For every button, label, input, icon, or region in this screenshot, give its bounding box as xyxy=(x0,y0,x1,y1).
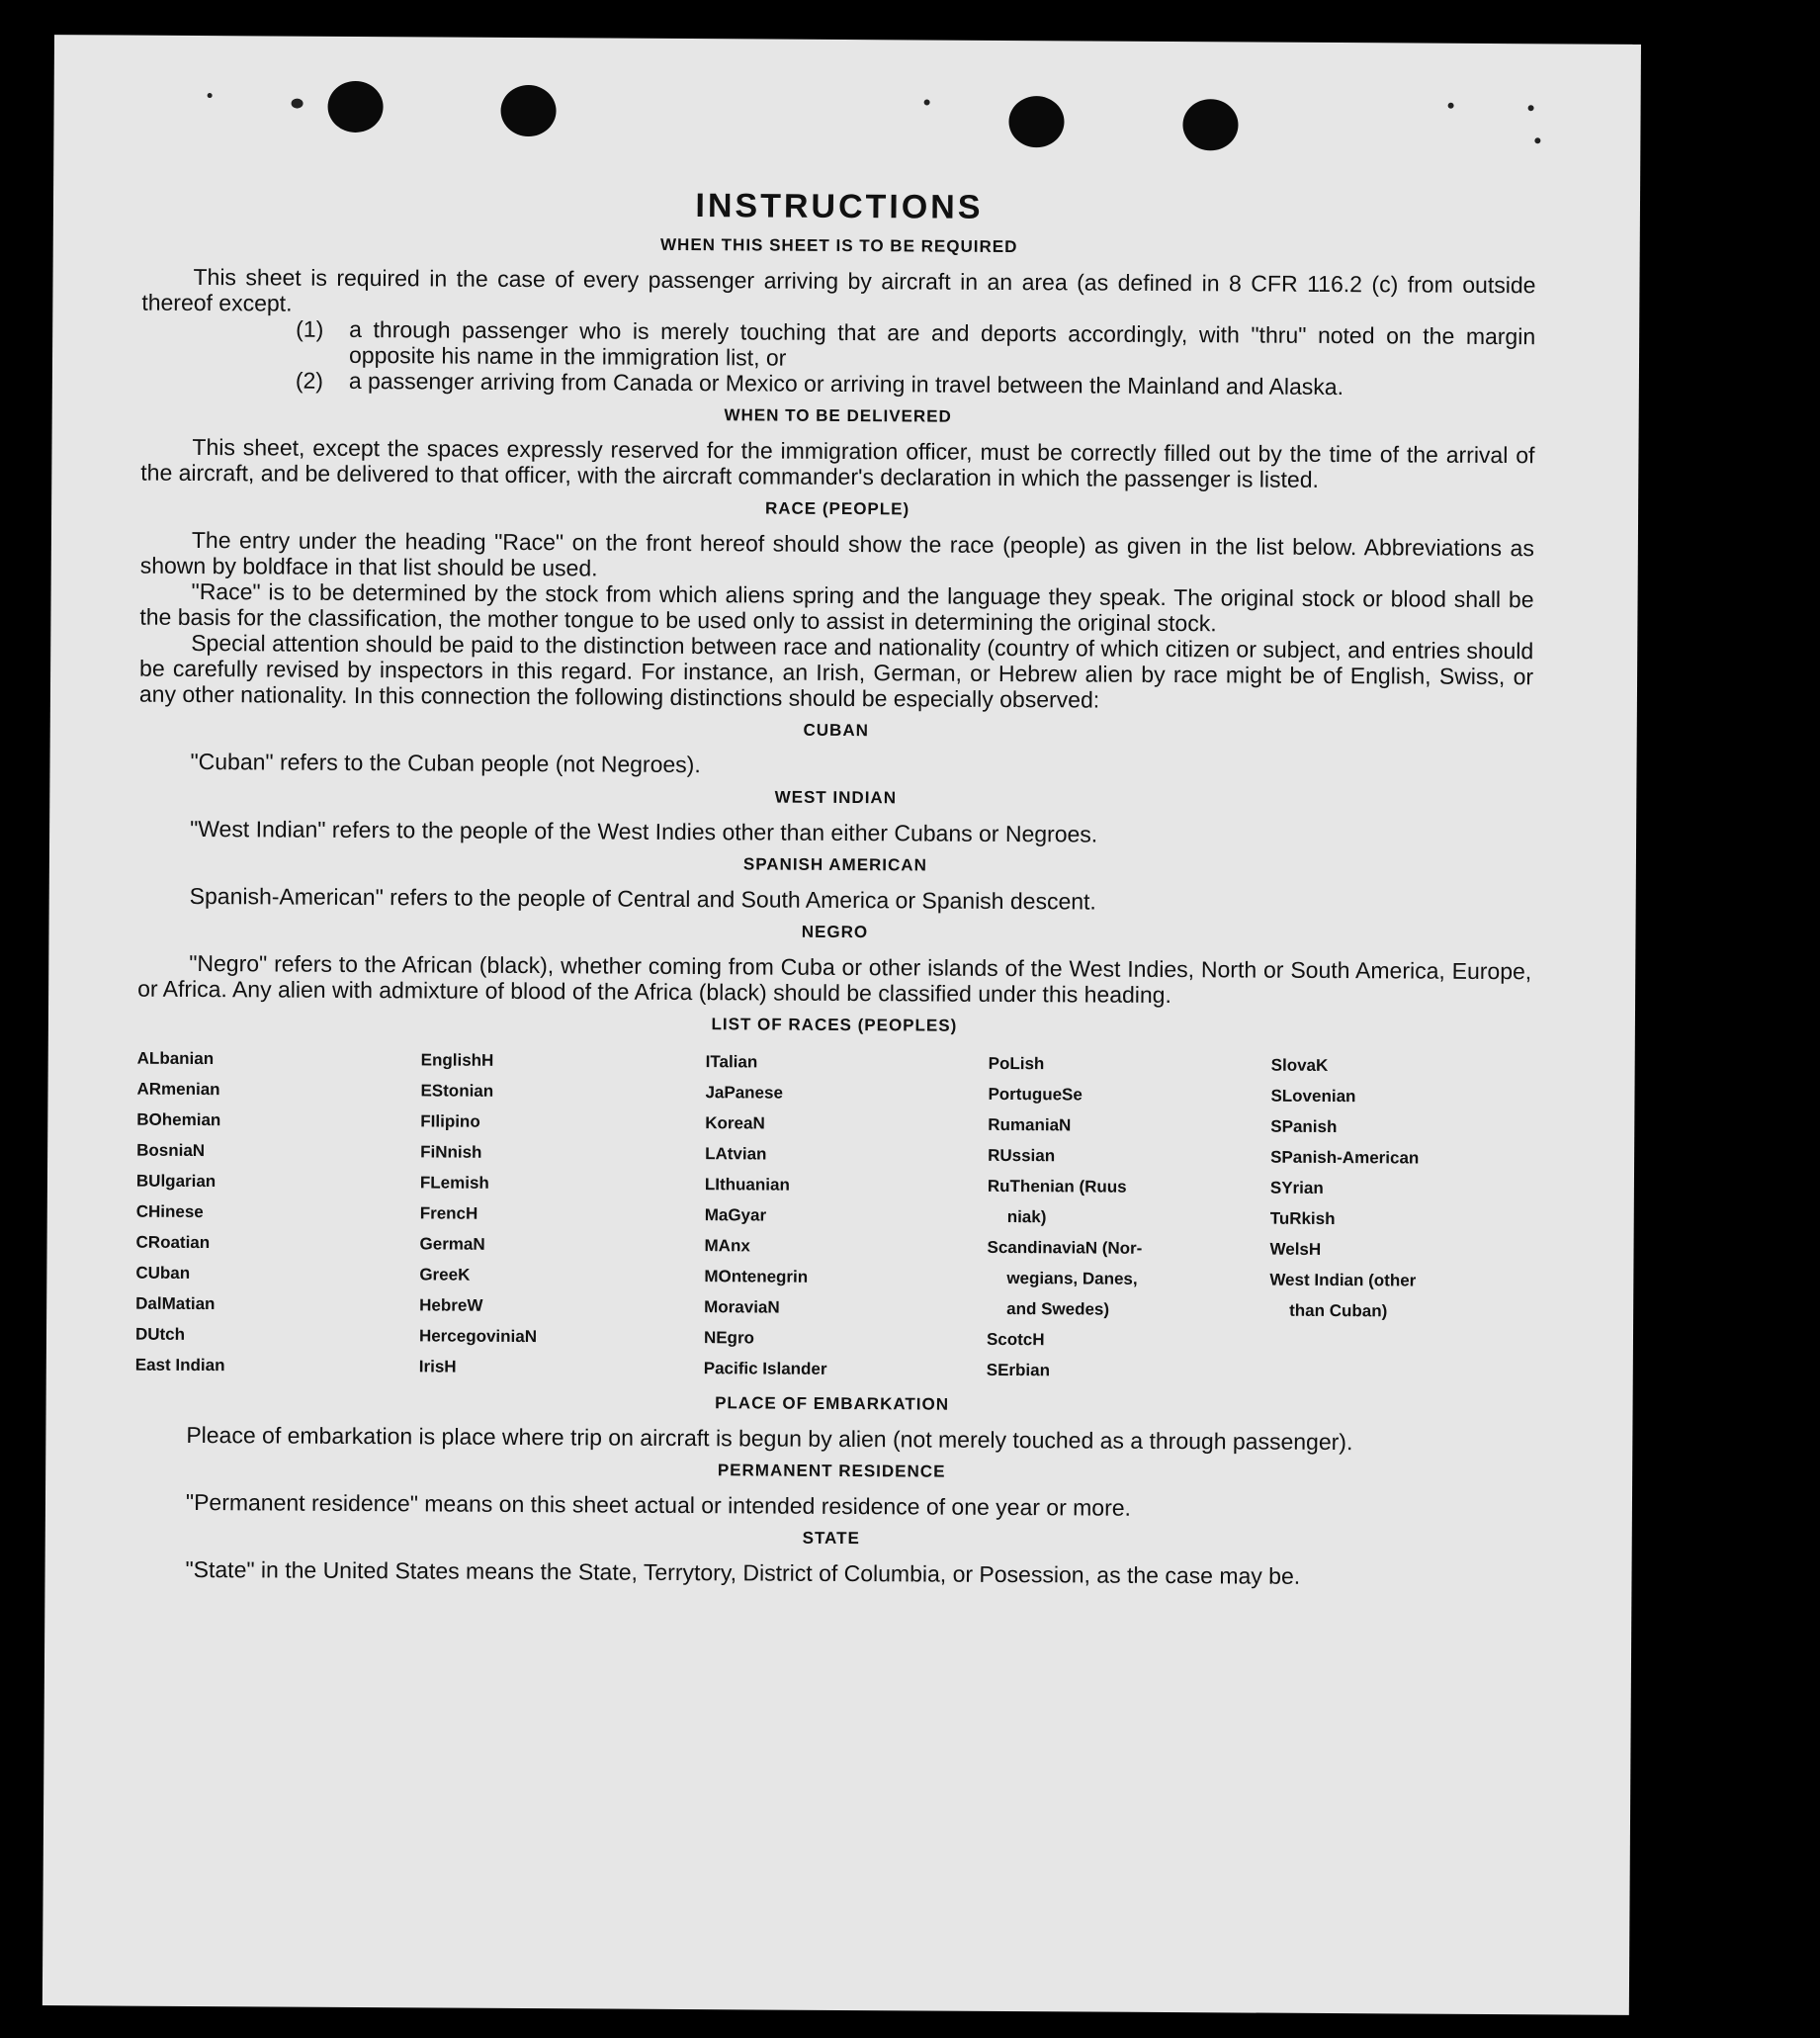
race-item: BUlgarian xyxy=(135,1171,217,1192)
race-item: KoreaN xyxy=(705,1113,765,1133)
section-heading: LIST OF RACES (PEOPLES) xyxy=(711,1015,958,1035)
race-item: ARmenian xyxy=(136,1079,220,1100)
race-item: FiNnish xyxy=(420,1142,482,1162)
race-item: CUban xyxy=(135,1263,191,1283)
race-item: niak) xyxy=(1006,1207,1047,1227)
race-item: and Swedes) xyxy=(1006,1299,1110,1319)
section-heading: PERMANENT RESIDENCE xyxy=(717,1461,946,1481)
embarkation-definition: Pleace of embarkation is place where trip on aircraft is begun by alien (not merely touched as a through passenger). xyxy=(186,1421,1353,1456)
section-heading: PLACE OF EMBARKATION xyxy=(715,1393,950,1414)
race-paragraph: "Race" is to be determined by the stock from which aliens spring and the language they speak. The original stock or blood shall be the basis for the classification, the mother tongue to be used only to assist in determining the original stock. xyxy=(139,577,1534,637)
speck xyxy=(208,93,213,98)
section-heading: STATE xyxy=(802,1528,860,1549)
race-item: Pacific Islander xyxy=(703,1359,827,1378)
section-heading: RACE (PEOPLE) xyxy=(764,498,910,519)
race-item: ITalian xyxy=(705,1052,758,1072)
race-item: SPanish xyxy=(1270,1116,1338,1137)
race-item: EnglishH xyxy=(420,1050,494,1070)
race-item: CRoatian xyxy=(135,1232,211,1253)
race-item: FLemish xyxy=(419,1173,489,1193)
race-item: MaGyar xyxy=(704,1205,767,1225)
race-item: GreeK xyxy=(419,1265,471,1285)
item-text: a passenger arriving from Canada or Mexico or arriving in travel between the Mainland and Alaska. xyxy=(348,367,1344,400)
item-number: (1) xyxy=(296,315,324,342)
punch-hole xyxy=(1008,96,1064,147)
negro-definition: "Negro" refers to the African (black), whether coming from Cuba or other islands of the West Indies, North or South America, Europe, or Africa. Any alien with admixture of blood of the Africa (black) should be classified under this heading. xyxy=(137,949,1532,1009)
delivered-text: This sheet, except the spaces expressly reserved for the immigration officer, must be correctly filled out by the time of the arrival of the aircraft, and be delivered to that officer, with the aircraft commander's declaration in which the passenger is listed. xyxy=(140,433,1535,492)
race-item: BosniaN xyxy=(136,1140,206,1161)
race-item: IrisH xyxy=(418,1357,457,1376)
race-item: SPanish-American xyxy=(1270,1147,1420,1168)
race-item: TuRkish xyxy=(1269,1208,1336,1229)
race-item: NEgro xyxy=(703,1328,755,1348)
punch-hole xyxy=(500,85,556,136)
race-item: ScandinaviaN (Nor- xyxy=(987,1237,1143,1258)
race-item: HercegoviniaN xyxy=(418,1326,538,1347)
race-item: EStonian xyxy=(420,1081,494,1101)
race-column xyxy=(1269,1050,1528,1389)
west-indian-definition: "West Indian" refers to the people of the West Indies other than either Cubans or Negroes. xyxy=(190,815,1098,847)
race-item: GermaN xyxy=(419,1234,485,1254)
page-title: INSTRUCTIONS xyxy=(695,187,984,226)
race-item: BOhemian xyxy=(136,1109,221,1130)
section-heading: WHEN TO BE DELIVERED xyxy=(724,405,952,426)
punch-hole xyxy=(1182,99,1238,150)
race-item: RUssian xyxy=(988,1145,1056,1166)
race-item: East Indian xyxy=(134,1355,225,1375)
race-column xyxy=(704,1046,989,1385)
speck xyxy=(1534,137,1540,143)
section-heading: WEST INDIAN xyxy=(774,787,898,808)
punch-hole xyxy=(327,81,383,133)
section-heading: SPANISH AMERICAN xyxy=(742,854,927,875)
race-item: ScotcH xyxy=(986,1329,1045,1350)
document-page xyxy=(43,35,1641,2015)
race-item: DUtch xyxy=(134,1324,186,1344)
race-item: MOntenegrin xyxy=(704,1267,809,1286)
speck xyxy=(1448,103,1454,109)
race-list xyxy=(135,1043,1531,1389)
state-definition: "State" in the United States means the State, Terrytory, District of Columbia, or Posession, as the case may be. xyxy=(185,1555,1301,1589)
race-item: RuThenian (Ruus xyxy=(987,1176,1127,1196)
speck xyxy=(292,99,303,109)
race-column xyxy=(987,1048,1271,1387)
race-item: wegians, Danes, xyxy=(1006,1269,1138,1288)
race-item: West Indian (other xyxy=(1269,1270,1417,1290)
race-paragraph: Special attention should be paid to the distinction between race and nationality (country of which citizen or subject, and entries should be carefully revised by inspectors in this regard. For instance, an Irish, German, or Hebrew alien by race might be of English, Swiss, or any other nationality. In this connection the following distinctions should be especially observed: xyxy=(138,629,1534,713)
race-item: FrencH xyxy=(419,1203,478,1223)
race-paragraph: The entry under the heading "Race" on the front hereof should show the race (people) as given in the list below. Abbreviations as shown by boldface in that list should be used. xyxy=(139,526,1534,581)
section-heading: NEGRO xyxy=(801,922,869,942)
race-item: JaPanese xyxy=(705,1083,784,1103)
race-column xyxy=(135,1043,421,1382)
race-item: CHinese xyxy=(135,1201,204,1222)
race-item: SErbian xyxy=(986,1360,1051,1380)
race-item: PortugueSe xyxy=(988,1084,1083,1105)
required-intro: This sheet is required in the case of every passenger arriving by aircraft in an area (as defined in 8 CFR 116.2 (c) from outside thereof except. xyxy=(141,263,1536,316)
race-item: SLovenian xyxy=(1270,1086,1356,1107)
race-item: ALbanian xyxy=(136,1048,215,1069)
item-text: a through passenger who is merely touching that are and deports accordingly, with "thru" noted on the margin opposite his name in the immigration list, or xyxy=(348,315,1536,371)
section-heading: WHEN THIS SHEET IS TO BE REQUIRED xyxy=(659,234,1018,257)
spanish-american-definition: Spanish-American" refers to the people of Central and South America or Spanish descent. xyxy=(189,882,1096,915)
race-item: MAnx xyxy=(704,1236,750,1256)
race-item: LIthuanian xyxy=(704,1175,790,1195)
race-item: DalMatian xyxy=(135,1293,216,1314)
cuban-definition: "Cuban" refers to the Cuban people (not Negroes). xyxy=(190,748,701,778)
race-item: SYrian xyxy=(1269,1178,1324,1197)
speck xyxy=(924,99,930,105)
item-number: (2) xyxy=(295,367,324,394)
race-item: LAtvian xyxy=(705,1144,767,1164)
race-item: RumaniaN xyxy=(988,1114,1072,1135)
residence-definition: "Permanent residence" means on this sheet actual or intended residence of one year or more. xyxy=(185,1488,1132,1521)
race-item: FIlipino xyxy=(420,1111,480,1131)
race-item: HebreW xyxy=(419,1295,483,1315)
race-item: than Cuban) xyxy=(1289,1300,1388,1321)
speck xyxy=(1528,105,1534,111)
race-column xyxy=(419,1044,706,1383)
race-item: MoraviaN xyxy=(704,1297,780,1317)
list-item xyxy=(141,315,1535,376)
race-item: PoLish xyxy=(988,1053,1045,1074)
race-item: WelsH xyxy=(1269,1239,1322,1259)
race-item: SlovaK xyxy=(1270,1055,1329,1075)
section-heading: CUBAN xyxy=(803,720,869,741)
